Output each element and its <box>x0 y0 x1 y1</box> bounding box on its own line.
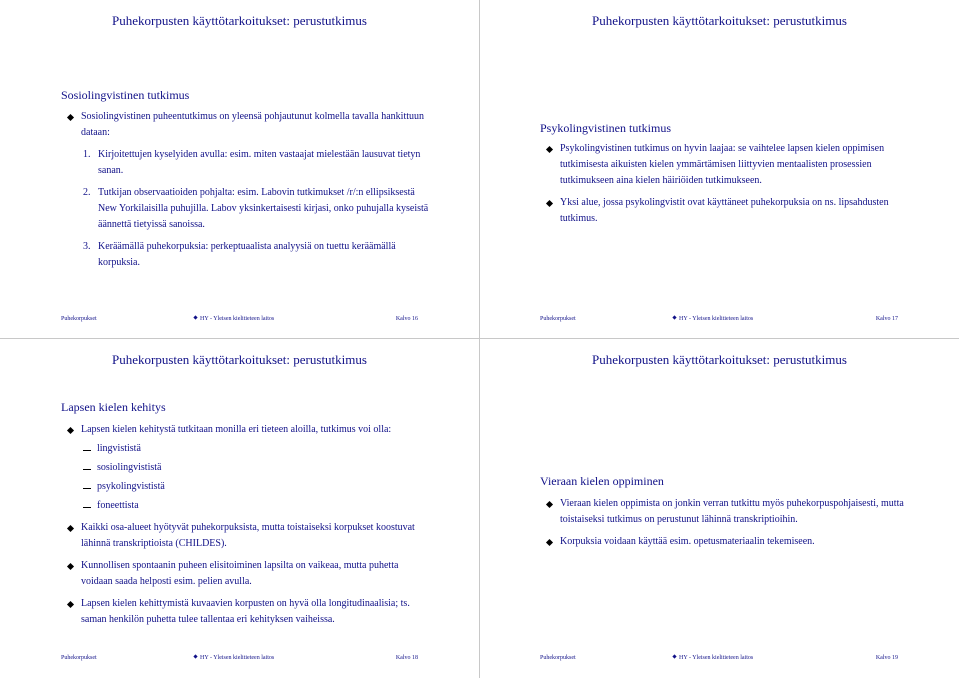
slide-19 <box>480 339 959 678</box>
item-number: 3. <box>83 241 91 252</box>
slide-content <box>540 496 912 556</box>
footer-center-text: HY - Yleisen kielitieteen laitos <box>679 655 754 661</box>
footer-center-text: HY - Yleisen kielitieteen laitos <box>200 655 275 661</box>
numbered-item <box>61 147 431 179</box>
section-title: Sosiolingvistinen tutkimus <box>61 88 190 102</box>
dash-item: foneettista <box>61 498 431 514</box>
item-text: Tutkijan observaatioiden pohjalta: esim. Labovin tutkimukset /r/:n ellipsiksestä New Yorkilaisilla puhujilla. Labov yksinkertaisesti kirjasi, onko puhujalla kyseistä äännettä tietyissä sanoissa. <box>98 187 429 230</box>
footer-left: Puhekorpukset <box>540 316 576 322</box>
bullet-item: Psykolingvistinen tutkimus on hyvin laajaa: se vaihtelee lapsen kielen oppimisen tutkimisesta aikuisten kielen ymmärtämisen liittyvien mentaalisten prosessien tutkimukseen aina kielen häiriöiden tutkimukseen. <box>540 141 912 189</box>
section-title: Psykolingvistinen tutkimus <box>540 121 672 135</box>
footer-center <box>673 655 753 661</box>
footer-right: Kalvo 17 <box>875 316 898 322</box>
footer-left: Puhekorpukset <box>540 655 576 661</box>
footer-center <box>194 655 274 661</box>
slide-18 <box>0 339 479 678</box>
footer-center-text: HY - Yleisen kielitieteen laitos <box>679 316 754 322</box>
bullet-item: Lapsen kielen kehitystä tutkitaan monilla eri tieteen aloilla, tutkimus voi olla: <box>61 422 431 438</box>
slide-16 <box>0 0 479 339</box>
footer-right: Kalvo 18 <box>395 655 418 661</box>
numbered-item <box>61 185 431 233</box>
slide-17 <box>480 0 959 339</box>
dash-item: lingvististä <box>61 441 431 457</box>
section-title: Lapsen kielen kehitys <box>61 400 166 414</box>
item-text: Keräämällä puhekorpuksia: perkeptuaalista analyysiä on tuettu keräämällä korpuksia. <box>98 241 396 268</box>
bullet-item: Kunnollisen spontaanin puheen elisitoiminen lapsilta on vaikeaa, mutta puhetta voidaan saada helposti esim. pelien avulla. <box>61 558 431 590</box>
slide-content <box>540 141 912 233</box>
bullet-icon <box>672 654 676 658</box>
slide-header: Puhekorpusten käyttötarkoitukset: perustutkimus <box>592 352 847 367</box>
bullet-icon <box>193 654 197 658</box>
footer-center-text: HY - Yleisen kielitieteen laitos <box>200 316 275 322</box>
footer-left: Puhekorpukset <box>61 316 97 322</box>
section-title: Vieraan kielen oppiminen <box>540 474 664 488</box>
slide-header: Puhekorpusten käyttötarkoitukset: perustutkimus <box>592 13 847 28</box>
footer-left: Puhekorpukset <box>61 655 97 661</box>
bullet-icon <box>672 315 676 319</box>
dash-item: psykolingvististä <box>61 479 431 495</box>
footer-center <box>194 316 274 322</box>
footer-center <box>673 316 753 322</box>
item-number: 1. <box>83 149 91 160</box>
bullet-item: Sosiolingvistinen puheentutkimus on yleensä pohjautunut kolmella tavalla hankittuun dataan: <box>61 109 431 141</box>
numbered-item <box>61 239 431 271</box>
dash-item: sosiolingvististä <box>61 460 431 476</box>
footer-right: Kalvo 19 <box>875 655 898 661</box>
footer-right: Kalvo 16 <box>395 316 418 322</box>
slide-content <box>61 422 431 634</box>
bullet-item: Lapsen kielen kehittymistä kuvaavien korpusten on hyvä olla longitudinaalisia; ts. saman henkilön puhetta tulee tallentaa eri kehityksen vaiheissa. <box>61 596 431 628</box>
bullet-item: Vieraan kielen oppimista on jonkin verran tutkittu myös puhekorpuspohjaisesti, mutta toistaiseksi tutkimus on perustunut lähinnä transkriptioihin. <box>540 496 912 528</box>
slide-header: Puhekorpusten käyttötarkoitukset: perustutkimus <box>112 352 367 367</box>
slide-header: Puhekorpusten käyttötarkoitukset: perustutkimus <box>112 13 367 28</box>
bullet-icon <box>193 315 197 319</box>
bullet-item: Yksi alue, jossa psykolingvistit ovat käyttäneet puhekorpuksia on ns. lipsahdusten tutkimus. <box>540 195 912 227</box>
slide-content <box>61 109 431 277</box>
item-number: 2. <box>83 187 91 198</box>
bullet-item: Kaikki osa-alueet hyötyvät puhekorpuksista, mutta toistaiseksi korpukset koostuvat lähinnä transkriptioista (CHILDES). <box>61 520 431 552</box>
bullet-item: Korpuksia voidaan käyttää esim. opetusmateriaalin tekemiseen. <box>540 534 912 550</box>
item-text: Kirjoitettujen kyselyiden avulla: esim. miten vastaajat mielestään lausuvat tietyn sanan. <box>98 149 421 176</box>
